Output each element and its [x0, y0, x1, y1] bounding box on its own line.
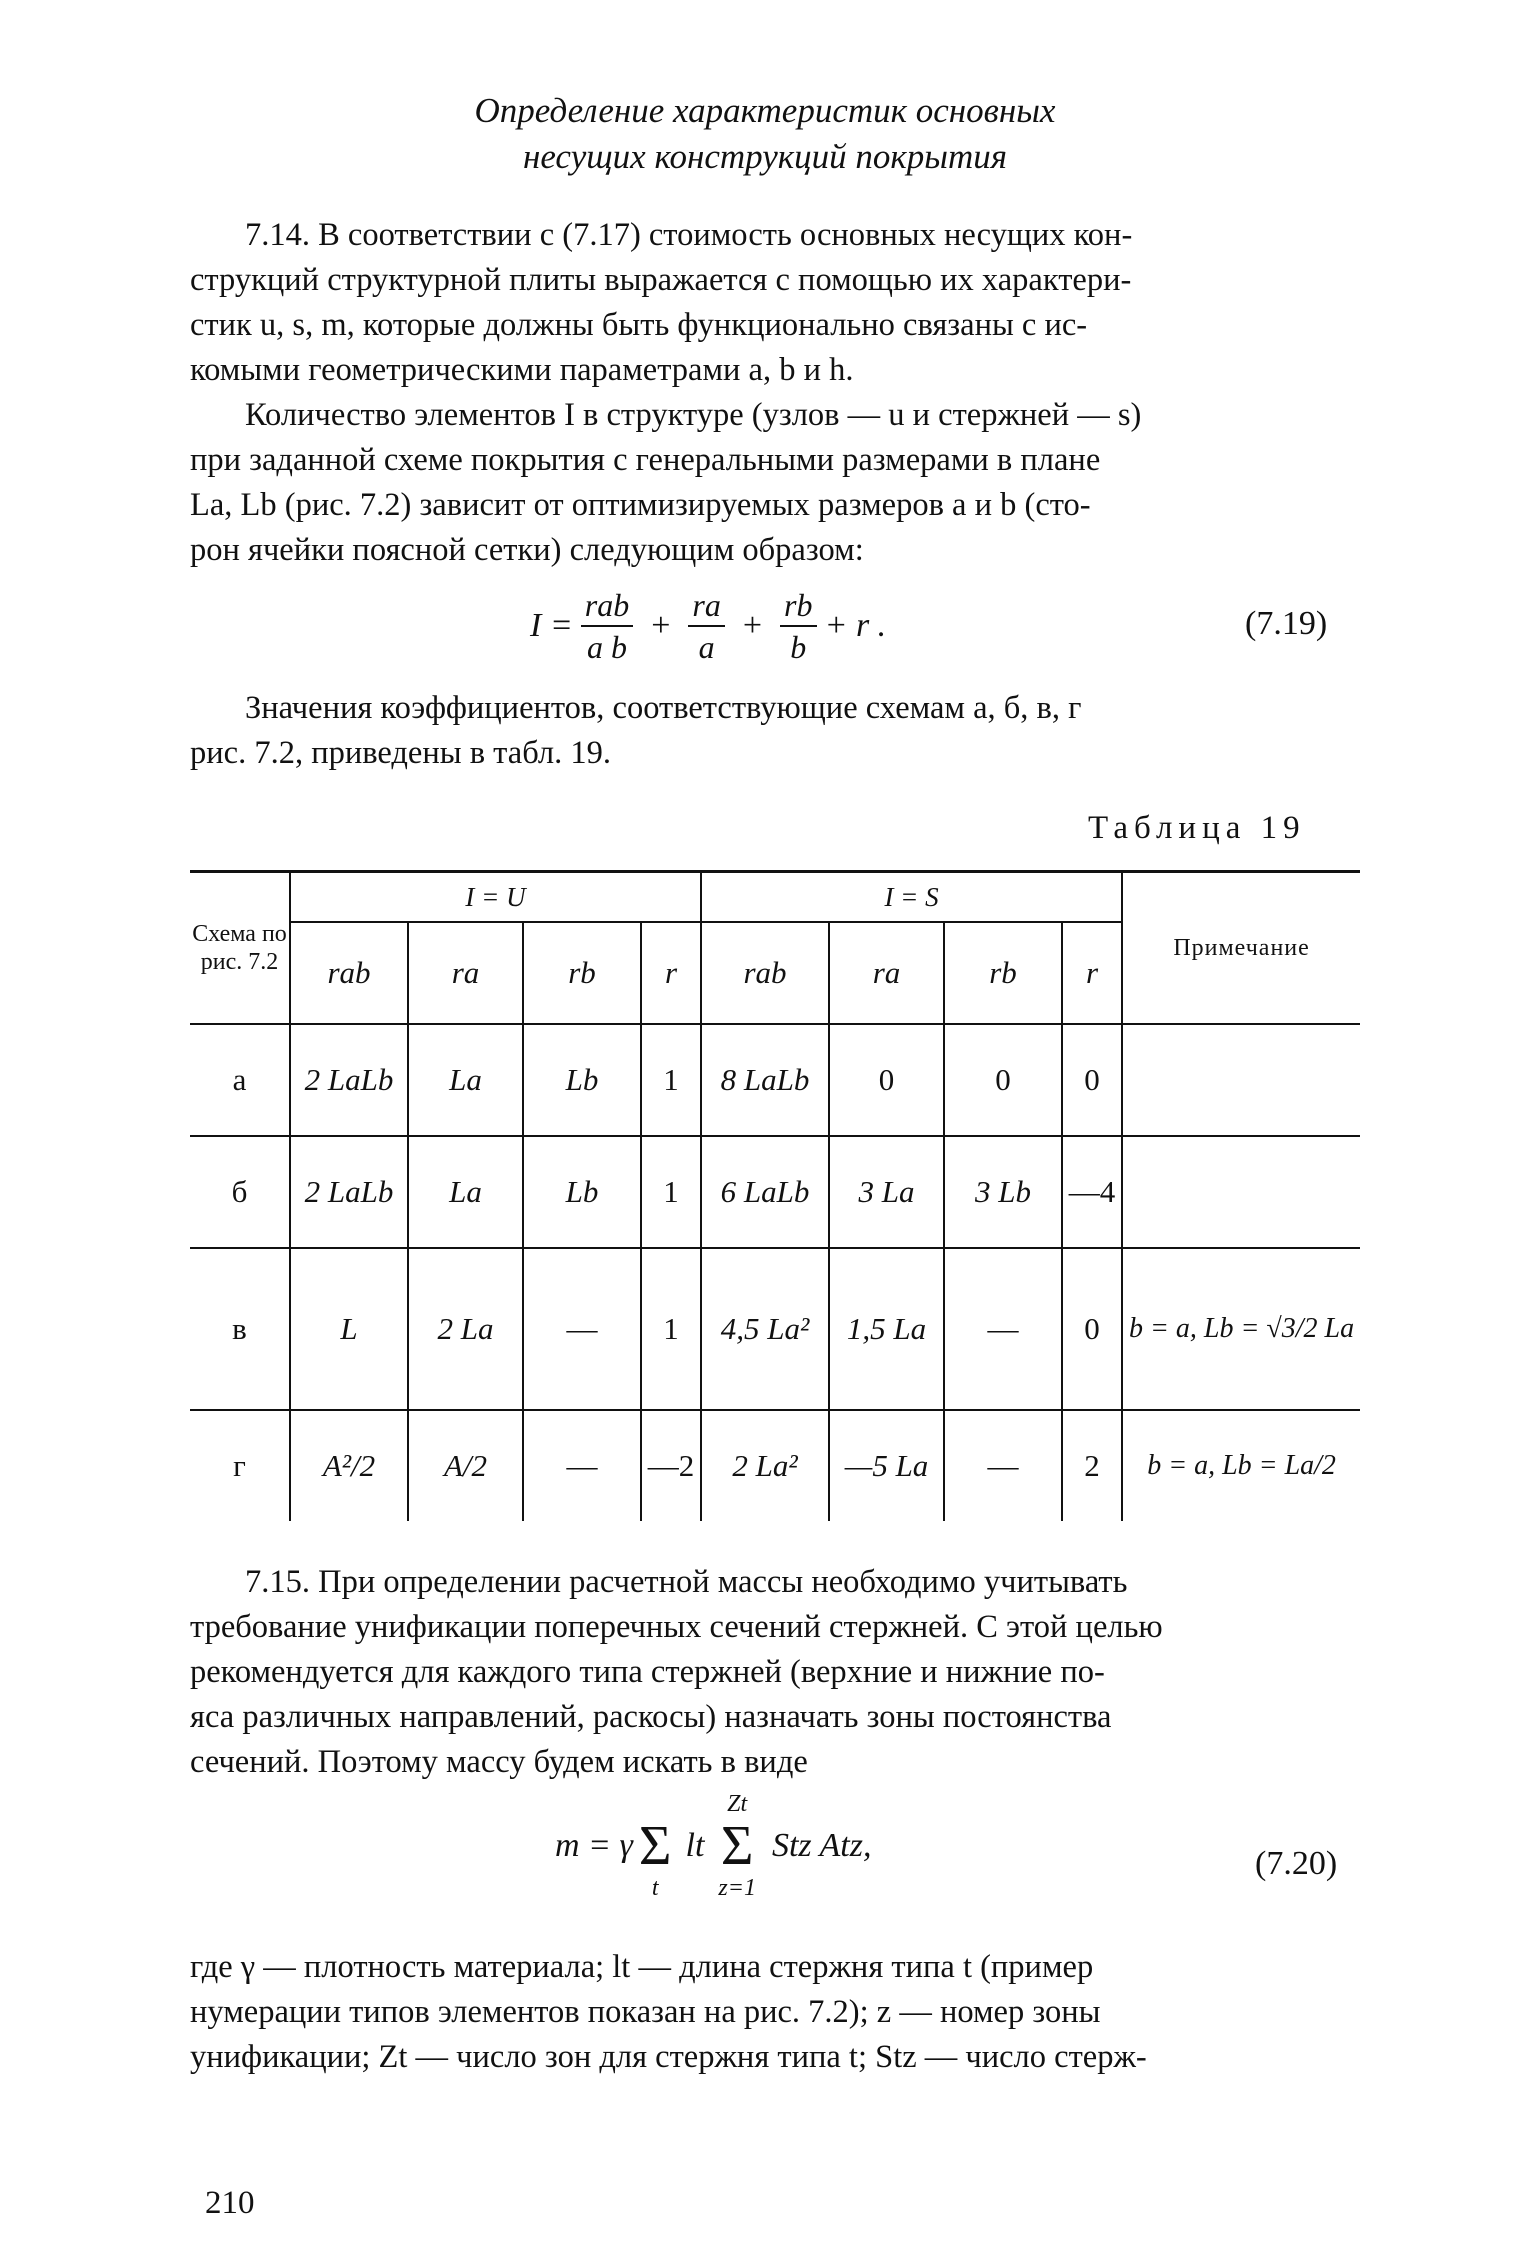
sub-header: ra — [829, 922, 944, 1024]
text-line: сечений. Поэтому массу будем искать в виде — [190, 1744, 808, 1780]
table-cell: A/2 — [408, 1410, 523, 1521]
table-cell: A²/2 — [290, 1410, 408, 1521]
table-cell: 2 LaLb — [290, 1136, 408, 1248]
formula-7-19 — [530, 585, 886, 667]
sigma-symbol: Σ — [720, 1815, 754, 1877]
text-line: 7.14. В соответствии с (7.17) стоимость основных несущих кон- — [245, 217, 1133, 253]
table-cell: 8 LaLb — [701, 1024, 829, 1136]
formula-7-20 — [555, 1790, 871, 1902]
equation-number-7-20: (7.20) — [1255, 1845, 1338, 1882]
table-cell: 2 LaLb — [290, 1024, 408, 1136]
table-cell: 1 — [641, 1248, 701, 1410]
table-row — [190, 1024, 1360, 1136]
cell-scheme: в — [190, 1248, 290, 1410]
cell-note — [1122, 1136, 1360, 1248]
group-header-s: I = S — [701, 872, 1122, 923]
fraction-rb — [780, 585, 816, 667]
paragraph-definitions — [190, 1945, 1350, 2080]
sub-header: rab — [701, 922, 829, 1024]
table-cell: 4,5 La² — [701, 1248, 829, 1410]
paragraph-7-15 — [190, 1560, 1350, 1785]
fraction-rab — [581, 585, 633, 667]
cell-scheme: б — [190, 1136, 290, 1248]
page-number: 210 — [205, 2185, 255, 2221]
table-row — [190, 1248, 1360, 1410]
table-cell: — — [944, 1248, 1062, 1410]
table-cell: —2 — [641, 1410, 701, 1521]
table-row — [190, 1136, 1360, 1248]
table-cell: —4 — [1062, 1136, 1122, 1248]
fraction-ra — [688, 585, 724, 667]
table-cell: —5 La — [829, 1410, 944, 1521]
sub-header: rb — [944, 922, 1062, 1024]
plus-sign: + — [651, 607, 671, 644]
cell-note — [1122, 1024, 1360, 1136]
sub-header: r — [641, 922, 701, 1024]
sum-body-stz: Stz Atz, — [771, 1827, 872, 1864]
table-cell: 1 — [641, 1136, 701, 1248]
table-cell: 1,5 La — [829, 1248, 944, 1410]
table-cell: 0 — [829, 1024, 944, 1136]
sum-lower-limit: z=1 — [718, 1875, 756, 1901]
cell-scheme: а — [190, 1024, 290, 1136]
table-cell: 6 LaLb — [701, 1136, 829, 1248]
plus-sign: + — [742, 607, 763, 644]
table-cell: La — [408, 1136, 523, 1248]
table-row — [190, 1410, 1360, 1521]
equation-number-7-19: (7.19) — [1245, 605, 1328, 642]
heading-line-1: Определение характеристик основных — [474, 91, 1056, 130]
fraction-numerator: rb — [780, 585, 816, 627]
text-line: La, Lb (рис. 7.2) зависит от оптимизируемых размеров a и b (сто- — [190, 487, 1091, 523]
table-cell: 0 — [1062, 1248, 1122, 1410]
column-header-note: Примечание — [1122, 872, 1360, 1025]
text-line: где γ — плотность материала; lt — длина стержня типа t (пример — [190, 1949, 1094, 1985]
sum-upper-limit: Zt — [727, 1791, 748, 1817]
sum-body-lt: lt — [685, 1827, 705, 1864]
text-line: требование унификации поперечных сечений стержней. С этой целью — [190, 1609, 1163, 1645]
table-cell: L — [290, 1248, 408, 1410]
section-heading — [190, 88, 1340, 180]
table-cell: — — [944, 1410, 1062, 1521]
formula-lhs: m = γ — [555, 1827, 633, 1864]
table-cell: 0 — [1062, 1024, 1122, 1136]
text-line: нумерации типов элементов показан на рис. 7.2); z — номер зоны — [190, 1994, 1101, 2030]
paragraph-7-14 — [190, 213, 1350, 393]
table-cell: Lb — [523, 1024, 641, 1136]
cell-note: b = a, Lb = La/2 — [1122, 1410, 1360, 1521]
sum-over-z — [718, 1790, 756, 1902]
sigma-symbol: Σ — [638, 1815, 672, 1877]
cell-scheme: г — [190, 1410, 290, 1521]
fraction-denominator: a b — [586, 629, 627, 665]
text-line: Значения коэффициентов, соответствующие схемам а, б, в, г — [245, 690, 1082, 726]
text-line: яса различных направлений, раскосы) назначать зоны постоянства — [190, 1699, 1112, 1735]
text-line: стик u, s, m, которые должны быть функционально связаны с ис- — [190, 307, 1088, 343]
fraction-numerator: ra — [688, 585, 724, 627]
sub-header: ra — [408, 922, 523, 1024]
table-cell: 3 La — [829, 1136, 944, 1248]
paragraph-coefficients — [190, 686, 1350, 776]
table-cell: La — [408, 1024, 523, 1136]
text-line: 7.15. При определении расчетной массы необходимо учитывать — [245, 1564, 1128, 1600]
heading-line-2: несущих конструкций покрытия — [522, 137, 1007, 176]
fraction-denominator: a — [698, 629, 715, 665]
text-line: струкций структурной плиты выражается с помощью их характери- — [190, 262, 1132, 298]
formula-tail: + r . — [824, 607, 887, 644]
sum-over-t — [639, 1790, 672, 1902]
table-cell: 2 La — [408, 1248, 523, 1410]
text-line: при заданной схеме покрытия с генеральными размерами в плане — [190, 442, 1101, 478]
text-line: Количество элементов I в структуре (узлов — u и стержней — s) — [245, 397, 1142, 433]
table-cell: 0 — [944, 1024, 1062, 1136]
table-cell: — — [523, 1410, 641, 1521]
text-line: унификации; Zt — число зон для стержня типа t; Stz — число стерж- — [190, 2039, 1147, 2075]
table-caption: Таблица 19 — [1088, 810, 1306, 846]
table-19 — [190, 870, 1360, 1521]
sub-header: rb — [523, 922, 641, 1024]
cell-note: b = a, Lb = √3/2 La — [1122, 1248, 1360, 1410]
text-line: рон ячейки поясной сетки) следующим образом: — [190, 532, 864, 568]
sum-lower-limit: t — [651, 1875, 659, 1901]
table-cell: — — [523, 1248, 641, 1410]
text-line: рис. 7.2, приведены в табл. 19. — [190, 735, 612, 771]
table-cell: Lb — [523, 1136, 641, 1248]
sub-header: rab — [290, 922, 408, 1024]
formula-lhs: I = — [530, 607, 573, 644]
text-line: рекомендуется для каждого типа стержней (верхние и нижние по- — [190, 1654, 1105, 1690]
table-cell: 2 — [1062, 1410, 1122, 1521]
fraction-denominator: b — [790, 629, 807, 665]
text-line: комыми геометрическими параметрами a, b и h. — [190, 352, 854, 388]
column-header-scheme: Схема по рис. 7.2 — [190, 872, 290, 1025]
table-cell: 3 Lb — [944, 1136, 1062, 1248]
fraction-numerator: rab — [581, 585, 633, 627]
paragraph-element-count — [190, 393, 1350, 573]
table-cell: 1 — [641, 1024, 701, 1136]
sub-header: r — [1062, 922, 1122, 1024]
group-header-u: I = U — [290, 872, 701, 923]
table-cell: 2 La² — [701, 1410, 829, 1521]
